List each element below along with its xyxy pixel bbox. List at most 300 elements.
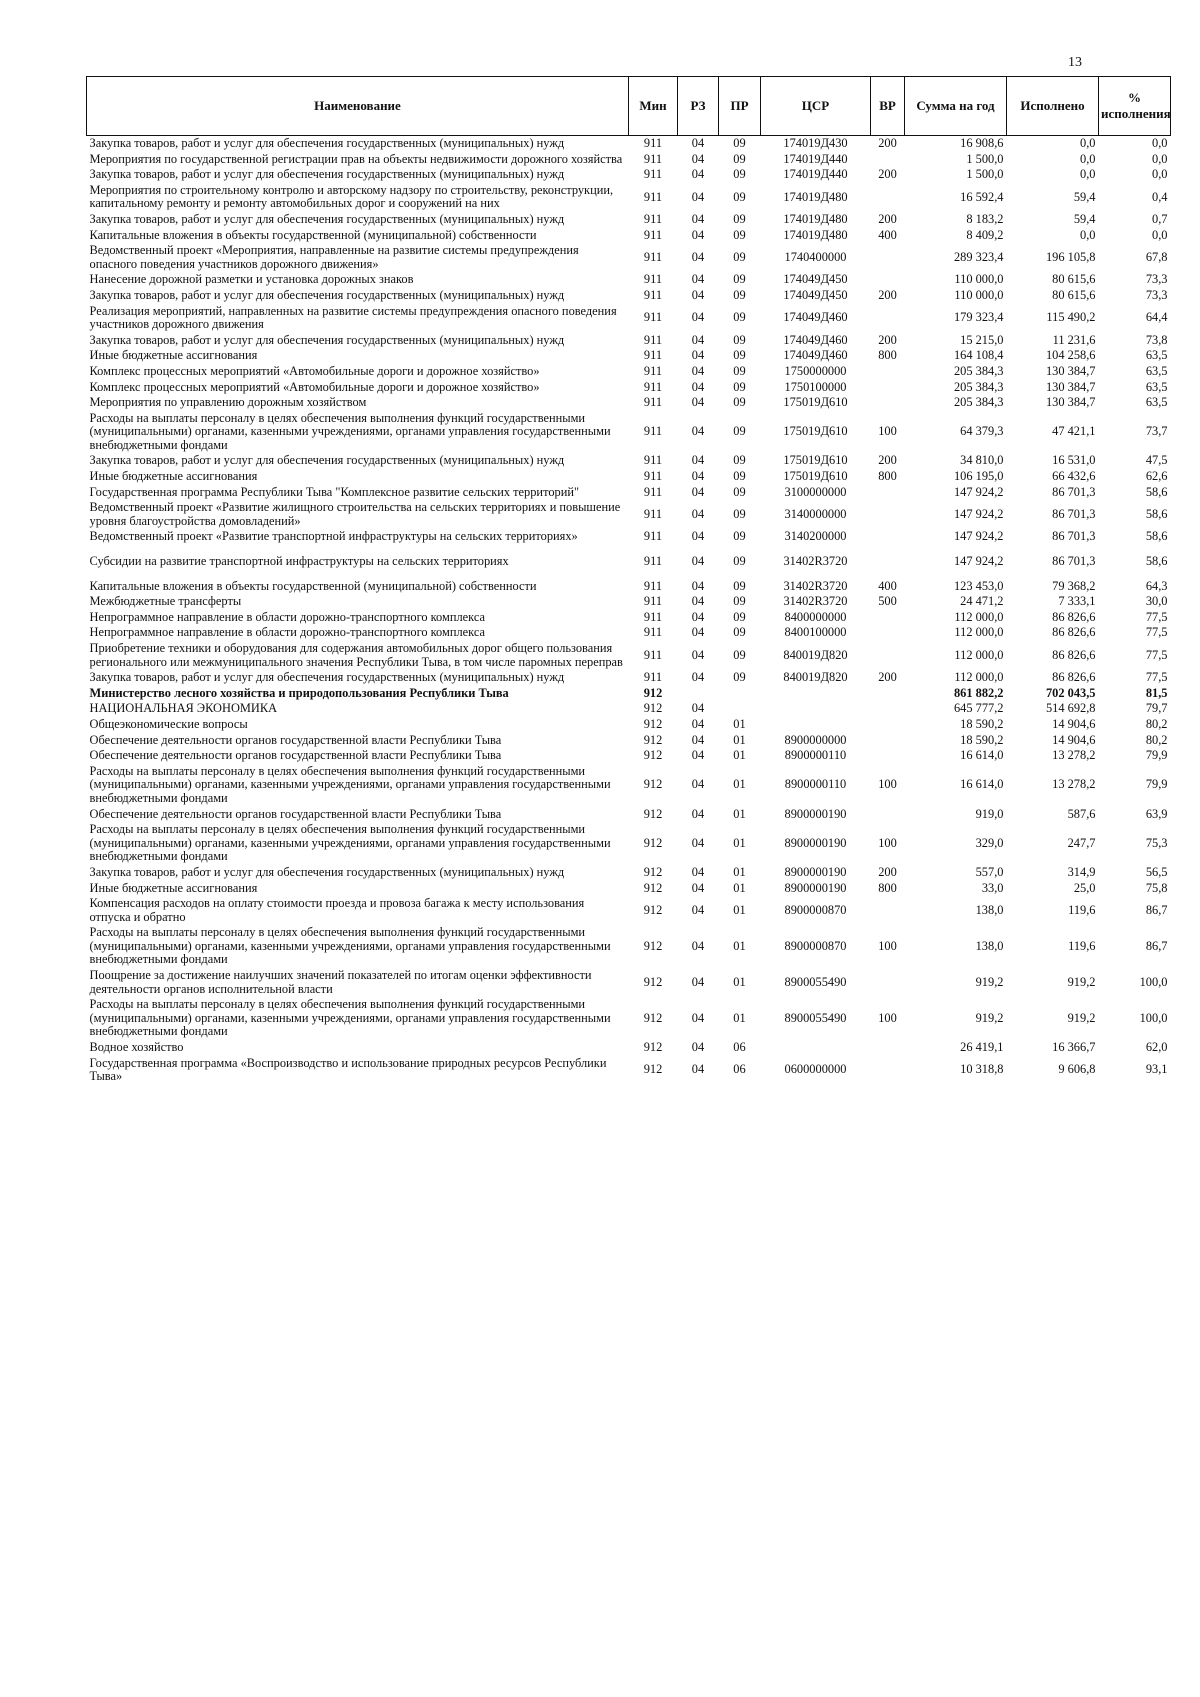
cell-pct: 62,6 [1145, 469, 1168, 484]
cell-pct: 79,9 [1145, 748, 1168, 763]
cell-csr: 174049Д450 [783, 272, 848, 287]
table-row [87, 453, 1171, 469]
cell-name: Нанесение дорожной разметки и установка дорожных знаков [89, 272, 414, 287]
cell-pct: 0,4 [1152, 189, 1168, 204]
cell-done: 119,6 [1068, 902, 1096, 917]
cell-vr: 200 [878, 211, 897, 226]
cell-pct: 63,5 [1145, 363, 1168, 378]
cell-csr: 174019Д430 [783, 136, 848, 150]
cell-name: Водное хозяйство [89, 1040, 184, 1055]
table-row [87, 733, 1171, 749]
cell-min: 911 [643, 363, 663, 378]
table-row [87, 500, 1171, 529]
cell-vr: 200 [878, 167, 897, 182]
cell-name: Обеспечение деятельности органов государственной власти Республики Тыва [89, 748, 502, 763]
cell-pct: 47,5 [1145, 453, 1168, 468]
cell-min: 912 [643, 716, 663, 731]
cell-name: Закупка товаров, работ и услуг для обеспечения государственных (муниципальных) нужд [89, 670, 565, 685]
table-row [87, 152, 1171, 168]
cell-sum: 138,0 [975, 938, 1004, 953]
cell-vr [871, 272, 905, 288]
cell-pct: 73,8 [1145, 332, 1168, 347]
cell-sum: 147 924,2 [953, 484, 1004, 499]
cell-pct: 73,3 [1145, 272, 1168, 287]
cell-sum: 10 318,8 [960, 1062, 1004, 1077]
cell-vr [871, 807, 905, 823]
cell-rz: 04 [691, 529, 705, 544]
table-row [87, 228, 1171, 244]
cell-sum: 110 000,0 [954, 287, 1004, 302]
cell-min: 912 [643, 806, 663, 821]
cell-done: 130 384,7 [1045, 395, 1096, 410]
cell-pr: 01 [733, 806, 746, 821]
cell-name: Расходы на выплаты персоналу в целях обеспечения выполнения функций государственными (муниципальными) органами, казенными учреждениями, органами управления государственными внебюджетными фондами [89, 925, 611, 967]
cell-name: Межбюджетные трансферты [89, 594, 242, 609]
cell-pct: 0,0 [1152, 167, 1168, 182]
cell-pr: 01 [733, 974, 746, 989]
cell-pct: 93,1 [1145, 1062, 1168, 1077]
table-row [87, 288, 1171, 304]
table-row [87, 1056, 1171, 1085]
cell-pr: 09 [733, 670, 746, 685]
table-row [87, 625, 1171, 641]
cell-vr [871, 701, 905, 717]
cell-rz: 04 [691, 136, 705, 150]
cell-vr: 100 [878, 835, 897, 850]
cell-min: 912 [643, 748, 663, 763]
cell-sum: 64 379,3 [960, 424, 1004, 439]
cell-pct: 0,7 [1152, 211, 1168, 226]
cell-done: 86 826,6 [1052, 670, 1096, 685]
cell-rz: 04 [691, 310, 705, 325]
cell-rz: 04 [691, 151, 705, 166]
cell-pct: 75,3 [1145, 835, 1168, 850]
cell-pr: 09 [733, 211, 746, 226]
cell-name: Государственная программа «Воспроизводство и использование природных ресурсов Республики Тыва» [89, 1055, 607, 1084]
cell-pct: 86,7 [1145, 902, 1168, 917]
cell-pct: 100,0 [1139, 1010, 1168, 1025]
cell-rz: 04 [691, 902, 705, 917]
table-row [87, 411, 1171, 454]
cell-rz: 04 [691, 395, 705, 410]
cell-name: Закупка товаров, работ и услуг для обеспечения государственных (муниципальных) нужд [89, 167, 565, 182]
cell-vr [871, 529, 905, 545]
cell-csr: 174049Д460 [783, 310, 848, 325]
cell-name: Расходы на выплаты персоналу в целях обеспечения выполнения функций государственными (муниципальными) органами, казенными учреждениями, органами управления государственными внебюджетными фондами [89, 997, 611, 1039]
cell-pct: 81,5 [1145, 685, 1168, 700]
cell-vr: 400 [878, 578, 897, 593]
cell-min: 911 [643, 609, 663, 624]
header-min: Мин [629, 77, 678, 136]
cell-csr: 31402R3720 [783, 594, 848, 609]
cell-csr: 3140000000 [784, 507, 847, 522]
cell-rz: 04 [691, 701, 705, 716]
cell-min: 911 [643, 453, 663, 468]
cell-csr: 175019Д610 [783, 395, 848, 410]
cell-done: 80 615,6 [1052, 272, 1096, 287]
cell-pct: 63,9 [1145, 806, 1168, 821]
cell-pr: 09 [733, 594, 746, 609]
cell-done: 514 692,8 [1045, 701, 1096, 716]
cell-done: 86 701,3 [1052, 529, 1096, 544]
cell-min: 911 [643, 287, 663, 302]
cell-min: 912 [643, 685, 663, 700]
table-row [87, 333, 1171, 349]
header-pct: % исполнения [1099, 77, 1171, 136]
cell-vr [871, 641, 905, 670]
cell-rz: 04 [691, 554, 705, 569]
cell-rz: 04 [691, 716, 705, 731]
cell-pr: 09 [733, 469, 746, 484]
cell-csr: 174049Д460 [783, 332, 848, 347]
cell-name: Комплекс процессных мероприятий «Автомобильные дороги и дорожное хозяйство» [89, 379, 540, 394]
cell-min: 912 [643, 974, 663, 989]
table-row [87, 925, 1171, 968]
cell-done: 7 333,1 [1058, 594, 1096, 609]
cell-done: 16 531,0 [1052, 453, 1096, 468]
cell-csr: 175019Д610 [783, 424, 848, 439]
cell-csr: 8900000110 [784, 777, 847, 792]
cell-csr: 3100000000 [784, 484, 847, 499]
cell-pct: 67,8 [1145, 249, 1168, 264]
cell-name: Обеспечение деятельности органов государственной власти Республики Тыва [89, 806, 502, 821]
cell-min: 911 [643, 469, 663, 484]
cell-sum: 24 471,2 [960, 594, 1004, 609]
cell-min: 911 [643, 507, 663, 522]
cell-pr: 09 [733, 609, 746, 624]
cell-pct: 64,4 [1145, 310, 1168, 325]
cell-sum: 16 614,0 [960, 777, 1004, 792]
cell-vr [871, 243, 905, 272]
cell-pr: 09 [733, 227, 746, 242]
cell-pr: 09 [733, 310, 746, 325]
cell-rz: 04 [691, 1040, 705, 1055]
cell-rz: 04 [691, 974, 705, 989]
cell-csr: 8400100000 [784, 625, 847, 640]
header-pr: ПР [719, 77, 761, 136]
cell-min: 911 [643, 625, 663, 640]
cell-min: 911 [643, 310, 663, 325]
cell-csr: 8900000870 [784, 938, 847, 953]
cell-min: 912 [643, 938, 663, 953]
cell-vr [871, 896, 905, 925]
cell-name: Расходы на выплаты персоналу в целях обеспечения выполнения функций государственными (муниципальными) органами, казенными учреждениями, органами управления государственными внебюджетными фондами [89, 763, 611, 805]
table-row [87, 865, 1171, 881]
cell-name: Непрограммное направление в области дорожно-транспортного комплекса [89, 609, 486, 624]
cell-vr [871, 610, 905, 626]
cell-rz: 04 [691, 227, 705, 242]
cell-min: 912 [643, 902, 663, 917]
cell-pr: 09 [733, 554, 746, 569]
cell-min: 911 [643, 670, 663, 685]
cell-rz: 04 [691, 249, 705, 264]
cell-vr [871, 625, 905, 641]
cell-sum: 861 882,2 [953, 685, 1004, 700]
cell-done: 47 421,1 [1052, 424, 1096, 439]
cell-sum: 106 195,0 [953, 469, 1004, 484]
cell-rz: 04 [691, 670, 705, 685]
cell-pr: 01 [733, 864, 746, 879]
cell-done: 86 701,3 [1052, 507, 1096, 522]
cell-rz [678, 686, 719, 702]
cell-csr: 31402R3720 [783, 578, 848, 593]
table-row [87, 212, 1171, 228]
cell-pr: 09 [733, 379, 746, 394]
cell-vr: 800 [878, 348, 897, 363]
cell-sum: 8 409,2 [966, 227, 1004, 242]
cell-sum: 15 215,0 [960, 332, 1004, 347]
cell-done: 11 231,6 [1052, 332, 1096, 347]
cell-pct: 79,9 [1145, 777, 1168, 792]
cell-vr: 200 [878, 670, 897, 685]
cell-sum: 329,0 [975, 835, 1004, 850]
cell-pct: 0,0 [1152, 227, 1168, 242]
cell-pr: 09 [733, 424, 746, 439]
cell-pr: 01 [733, 938, 746, 953]
cell-rz: 04 [691, 287, 705, 302]
cell-pr: 09 [733, 332, 746, 347]
cell-done: 9 606,8 [1058, 1062, 1096, 1077]
cell-rz: 04 [691, 594, 705, 609]
cell-sum: 919,2 [975, 974, 1004, 989]
cell-name: Иные бюджетные ассигнования [89, 348, 258, 363]
cell-vr: 800 [878, 469, 897, 484]
cell-name: Обеспечение деятельности органов государственной власти Республики Тыва [89, 732, 502, 747]
table-row [87, 641, 1171, 670]
table-row [87, 686, 1171, 702]
cell-sum: 123 453,0 [953, 578, 1004, 593]
cell-done: 702 043,5 [1045, 685, 1096, 700]
cell-vr [871, 485, 905, 501]
cell-sum: 16 614,0 [960, 748, 1004, 763]
table-row [87, 304, 1171, 333]
cell-csr: 174019Д480 [783, 227, 848, 242]
cell-rz: 04 [691, 363, 705, 378]
cell-pct: 30,0 [1145, 594, 1168, 609]
cell-done: 104 258,6 [1045, 348, 1096, 363]
cell-vr [871, 304, 905, 333]
table-body [87, 136, 1171, 1085]
cell-done: 25,0 [1073, 880, 1096, 895]
table-row [87, 594, 1171, 610]
cell-name: Мероприятия по управлению дорожным хозяйством [89, 395, 367, 410]
cell-name: Закупка товаров, работ и услуг для обеспечения государственных (муниципальных) нужд [89, 136, 565, 150]
table-row [87, 896, 1171, 925]
cell-csr: 1740400000 [784, 249, 847, 264]
cell-pct: 0,0 [1152, 151, 1168, 166]
cell-sum: 18 590,2 [960, 732, 1004, 747]
table-row [87, 881, 1171, 897]
cell-sum: 112 000,0 [954, 670, 1004, 685]
header-vr: ВР [871, 77, 905, 136]
cell-pr: 09 [733, 249, 746, 264]
cell-csr: 175019Д610 [783, 469, 848, 484]
header-rz: РЗ [678, 77, 719, 136]
cell-rz: 04 [691, 938, 705, 953]
cell-sum: 205 384,3 [953, 363, 1004, 378]
cell-done: 0,0 [1080, 136, 1096, 150]
table-row [87, 997, 1171, 1040]
cell-min: 911 [643, 136, 663, 150]
cell-sum: 16 592,4 [960, 189, 1004, 204]
cell-pr [719, 686, 761, 702]
cell-pct: 63,5 [1145, 348, 1168, 363]
cell-pr: 09 [733, 189, 746, 204]
cell-min: 911 [643, 189, 663, 204]
cell-pr: 01 [733, 880, 746, 895]
cell-name: Министерство лесного хозяйства и природопользования Республики Тыва [89, 685, 509, 700]
table-row [87, 717, 1171, 733]
cell-vr [871, 380, 905, 396]
cell-vr [871, 364, 905, 380]
cell-done: 314,9 [1067, 864, 1096, 879]
table-row [87, 748, 1171, 764]
cell-vr [871, 395, 905, 411]
cell-rz: 04 [691, 484, 705, 499]
cell-sum: 112 000,0 [954, 625, 1004, 640]
cell-rz: 04 [691, 835, 705, 850]
cell-min: 912 [643, 864, 663, 879]
cell-name: Капитальные вложения в объекты государственной (муниципальной) собственности [89, 227, 537, 242]
header-done: Исполнено [1007, 77, 1099, 136]
cell-done: 115 490,2 [1046, 310, 1096, 325]
cell-name: Закупка товаров, работ и услуг для обеспечения государственных (муниципальных) нужд [89, 332, 565, 347]
cell-pr: 09 [733, 395, 746, 410]
cell-name: Капитальные вложения в объекты государственной (муниципальной) собственности [89, 578, 537, 593]
cell-csr: 174019Д480 [783, 189, 848, 204]
cell-done: 196 105,8 [1045, 249, 1096, 264]
cell-vr [871, 500, 905, 529]
table-row [87, 701, 1171, 717]
cell-sum: 147 924,2 [953, 529, 1004, 544]
cell-vr: 200 [878, 136, 897, 150]
cell-rz: 04 [691, 332, 705, 347]
table-row [87, 1040, 1171, 1056]
cell-csr [761, 717, 871, 733]
cell-sum: 919,2 [975, 1010, 1004, 1025]
cell-csr: 8900055490 [784, 974, 847, 989]
table-row [87, 968, 1171, 997]
header-name: Наименование [87, 77, 629, 136]
cell-name: Компенсация расходов на оплату стоимости проезда и провоза багажа к месту использования отпуска и обратно [89, 896, 585, 924]
table-row [87, 136, 1171, 152]
cell-pr: 09 [733, 363, 746, 378]
cell-vr: 100 [878, 938, 897, 953]
cell-pct: 77,5 [1145, 670, 1168, 685]
cell-done: 59,4 [1073, 189, 1096, 204]
cell-sum: 34 810,0 [960, 453, 1004, 468]
table-row [87, 380, 1171, 396]
cell-pct: 58,6 [1145, 507, 1168, 522]
cell-csr: 840019Д820 [783, 670, 848, 685]
cell-pr: 09 [733, 507, 746, 522]
cell-rz: 04 [691, 453, 705, 468]
cell-csr: 1750100000 [784, 379, 847, 394]
cell-name: Расходы на выплаты персоналу в целях обеспечения выполнения функций государственными (муниципальными) органами, казенными учреждениями, органами управления государственными внебюджетными фондами [89, 822, 611, 864]
cell-vr: 200 [878, 287, 897, 302]
cell-name: Субсидии на развитие транспортной инфраструктуры на сельских территориях [89, 554, 509, 569]
cell-done: 16 366,7 [1052, 1040, 1096, 1055]
cell-min: 911 [643, 647, 663, 662]
cell-csr: 8900000110 [784, 748, 847, 763]
cell-done: 0,0 [1080, 227, 1096, 242]
cell-done: 86 701,3 [1052, 554, 1096, 569]
table-row [87, 610, 1171, 626]
cell-sum: 147 924,2 [953, 507, 1004, 522]
cell-done: 119,6 [1068, 938, 1096, 953]
cell-rz: 04 [691, 625, 705, 640]
cell-rz: 04 [691, 806, 705, 821]
cell-sum: 110 000,0 [954, 272, 1004, 287]
cell-done: 130 384,7 [1045, 379, 1096, 394]
cell-csr [761, 686, 871, 702]
cell-csr: 174019Д480 [783, 211, 848, 226]
cell-name: Закупка товаров, работ и услуг для обеспечения государственных (муниципальных) нужд [89, 864, 565, 879]
header-csr: ЦСР [761, 77, 871, 136]
cell-vr: 400 [878, 227, 897, 242]
cell-rz: 04 [691, 272, 705, 287]
cell-min: 911 [643, 348, 663, 363]
cell-pr: 09 [733, 453, 746, 468]
cell-pct: 80,2 [1145, 732, 1168, 747]
cell-done: 13 278,2 [1052, 777, 1096, 792]
cell-rz: 04 [691, 748, 705, 763]
cell-rz: 04 [691, 647, 705, 662]
cell-done: 13 278,2 [1052, 748, 1096, 763]
cell-pr: 09 [733, 348, 746, 363]
budget-table [86, 76, 1171, 1085]
cell-pr: 01 [733, 732, 746, 747]
table-row [87, 545, 1171, 579]
cell-csr: 8900055490 [784, 1010, 847, 1025]
table-row [87, 670, 1171, 686]
cell-done: 130 384,7 [1045, 363, 1096, 378]
cell-vr [871, 183, 905, 212]
cell-csr: 8900000000 [784, 732, 847, 747]
cell-sum: 112 000,0 [954, 647, 1004, 662]
cell-rz: 04 [691, 1062, 705, 1077]
cell-name: Государственная программа Республики Тыва "Комплексное развитие сельских территорий" [89, 484, 580, 499]
cell-pr: 09 [733, 625, 746, 640]
cell-min: 911 [643, 272, 663, 287]
cell-done: 0,0 [1080, 167, 1096, 182]
cell-pct: 58,6 [1145, 529, 1168, 544]
table-row [87, 807, 1171, 823]
cell-name: Иные бюджетные ассигнования [89, 880, 258, 895]
cell-pct: 77,5 [1145, 625, 1168, 640]
table-row [87, 167, 1171, 183]
cell-done: 86 826,6 [1052, 647, 1096, 662]
cell-name: НАЦИОНАЛЬНАЯ ЭКОНОМИКА [89, 701, 278, 716]
cell-csr: 174019Д440 [783, 151, 848, 166]
cell-pct: 86,7 [1145, 938, 1168, 953]
cell-pct: 63,5 [1145, 395, 1168, 410]
cell-sum: 138,0 [975, 902, 1004, 917]
cell-done: 247,7 [1067, 835, 1096, 850]
cell-csr: 174049Д460 [783, 348, 848, 363]
cell-rz: 04 [691, 424, 705, 439]
cell-min: 911 [643, 484, 663, 499]
cell-pr: 09 [733, 136, 746, 150]
cell-rz: 04 [691, 578, 705, 593]
cell-csr: 8900000870 [784, 902, 847, 917]
table-row [87, 364, 1171, 380]
cell-csr: 8900000190 [784, 835, 847, 850]
cell-pct: 80,2 [1145, 716, 1168, 731]
cell-vr: 100 [878, 1010, 897, 1025]
cell-done: 79 368,2 [1052, 578, 1096, 593]
cell-csr: 840019Д820 [783, 647, 848, 662]
